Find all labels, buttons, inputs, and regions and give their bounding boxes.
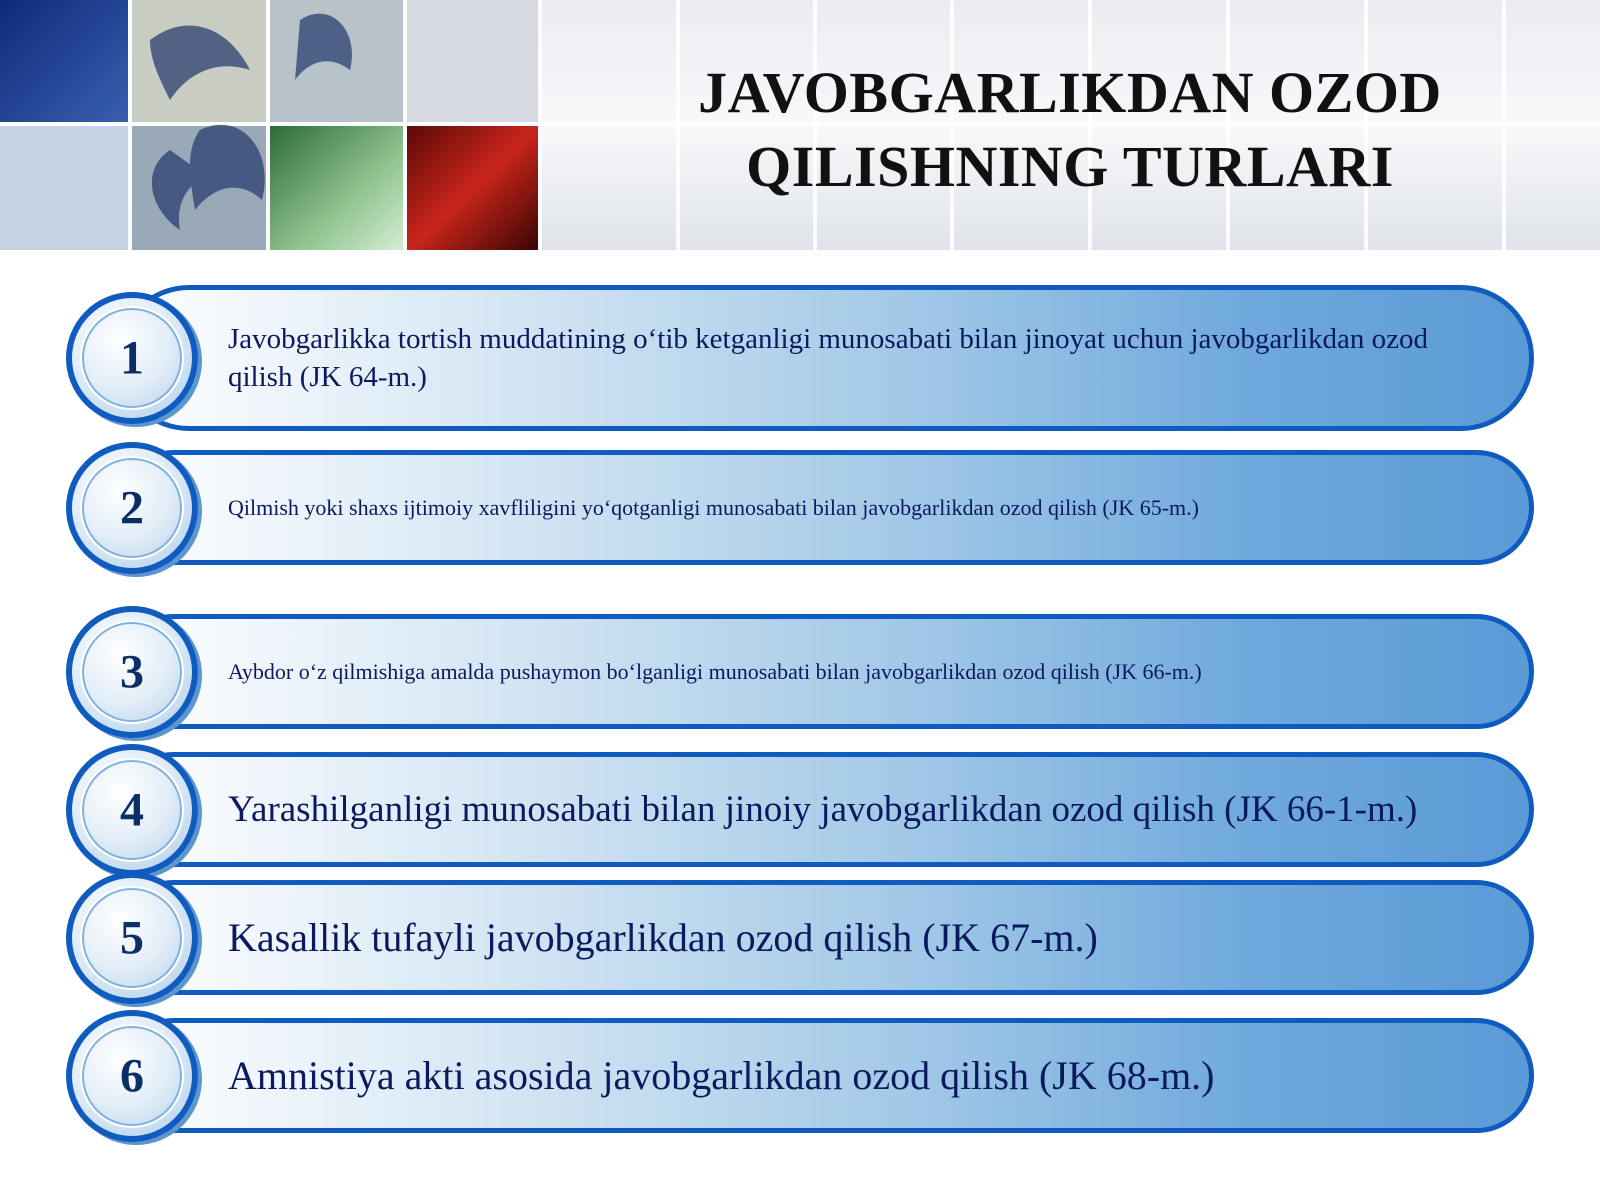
item-text: Qilmish yoki shaxs ijtimoiy xavfliligini yo‘qotganligi munosabati bilan javobgarlikdan ozod qilish (JK 65-m.)	[228, 494, 1199, 520]
list-item-1	[66, 285, 1534, 431]
list-item-6	[66, 1018, 1534, 1133]
item-text: Aybdor o‘z qilmishiga amalda pushaymon bo‘lganligi munosabati bilan javobgarlikdan ozod qilish (JK 66-m.)	[228, 658, 1202, 684]
item-number: 5	[120, 911, 144, 964]
item-number: 3	[120, 645, 144, 698]
list-item-3	[66, 614, 1534, 729]
header-banner	[0, 0, 1600, 250]
item-number: 4	[120, 783, 144, 836]
item-number: 2	[120, 481, 144, 534]
item-number: 1	[120, 331, 144, 385]
list-item-2	[66, 450, 1534, 565]
list-item-5	[66, 880, 1534, 995]
title-line-1: JAVOBGARLIKDAN OZOD	[698, 60, 1442, 125]
title-line-2: QILISHNING TURLARI	[746, 134, 1394, 199]
list-item-4	[66, 752, 1534, 867]
page-title	[600, 56, 1540, 204]
item-text: Javobgarlikka tortish muddatining o‘tib ketganligi munosabati bilan jinoyat uchun javobgarlikdan ozod qilish (JK 64-m.)	[228, 323, 1429, 393]
item-text: Amnistiya akti asosida javobgarlikdan ozod qilish (JK 68-m.)	[228, 1052, 1215, 1098]
item-text: Kasallik tufayli javobgarlikdan ozod qilish (JK 67-m.)	[228, 914, 1098, 960]
item-text: Yarashilganligi munosabati bilan jinoiy javobgarlikdan ozod qilish (JK 66-1-m.)	[228, 788, 1418, 830]
item-number: 6	[120, 1049, 144, 1102]
